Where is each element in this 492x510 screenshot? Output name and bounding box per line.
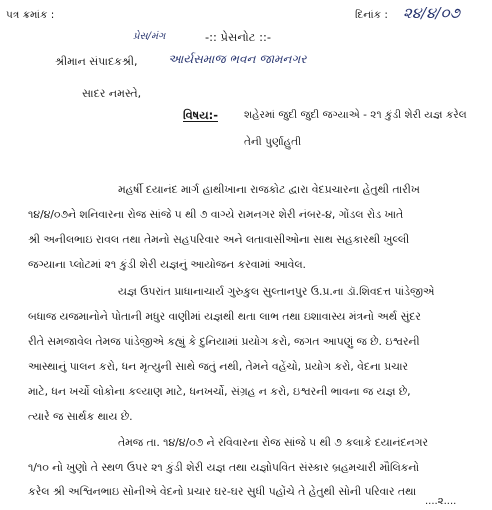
body-line: માટે, ધન ખર્ચો લોકોના કલ્યાણ માટે, ધનખર્ચો, સંગ્રહ ન કરો, ઇશ્વરની ભાવના જ યજ્ઞ છે,: [28, 385, 411, 398]
continuation-marker: ....૨....: [425, 496, 457, 507]
body-line: યજ્ઞ ઉપરાંત પ્રાધાનાચાર્ય ગુરુકુલ સુલ્તાનપુર ઉ.પ્ર.ના ડૉ.શિવદત્ત પાંડેજીએ: [118, 285, 435, 298]
body-line: ત્યારે જ સાર્થક થાય છે.: [28, 410, 133, 423]
body-line: ૧૪/૪/૦૭ને શનિવારના રોજ સાંજે ૫ થી ૭ વાગ્યે રામનગર શેરી નંબર-૪, ગોંડલ રોડ ખાતે: [28, 208, 404, 221]
body-line: જગ્યાના પ્લોટમાં ૨૧ કુંડી શેરી યજ્ઞનું આયોજન કરવામાં આવેલ.: [28, 258, 306, 271]
addressee-label: શ્રીમાન સંપાદકશ્રી,: [55, 55, 138, 68]
press-note-title: -:: પ્રેસનોટ ::-: [205, 30, 272, 44]
subject-line-1: શહેરમાં જુદી જુદી જગ્યાએ - ૨૧ કુંડી શેરી યજ્ઞ કરેલ: [244, 109, 467, 121]
addressee-value: આર્યસમાજ ભવન જામનગર: [168, 52, 307, 66]
body-line: રીતે સમજાવેલ તેમજ પાંડેજીએ કહ્યું કે દુનિયામાં પ્રયોગ કરો, જગત આપણું જ છે. ઇશ્વરની: [28, 335, 420, 348]
body-line: આસ્થાનું પાલન કરો, ધન મૃત્યુની સાથે જતું નથી, તેમને વહેંચો, પ્રયોગ કરો, વેદના પ્રચાર: [28, 360, 409, 373]
body-line: શ્રી અનીલભાઇ રાવલ તથા તેમનો સહપરિવાર અને લતાવાસીઓના સાથ સહકારથી ખુલ્લી: [28, 233, 410, 246]
body-line: ૧/૧૦ નો ખુણો તે સ્થળ ઉપર ૨૧ કુંડી શેરી યજ્ઞ તથા યજ્ઞોપવિત સંસ્કાર બ્રહમચારી મૌલિકનો: [28, 461, 420, 474]
letter-number-label: પત્ર ક્રમાંક :: [6, 9, 55, 21]
date-label: દિનાંક :: [355, 9, 388, 21]
circulation-note: પ્રેસ/મંગ: [133, 31, 166, 42]
body-line: મહર્ષી દયાનંદ માર્ગ હાથીખાના રાજકોટ દ્વારા વેદપ્રચારના હેતુથી તારીખ: [118, 183, 420, 196]
body-line: બધાજ યજમાનોને પોતાની મધુર વાણીમાં યજ્ઞથી થતા લાભ તથા ઇશાવાસ્ય મંત્રનો અર્થ સુંદર: [28, 310, 421, 323]
subject-line-2: તેની પુર્ણાહુતી: [244, 136, 302, 148]
date-value: ૨૪/૪/૦૭: [403, 4, 460, 22]
greeting: સાદર નમસ્તે,: [82, 87, 142, 100]
body-line: કરેલ શ્રી અશ્વિનભાઇ સોનીએ વેદનો પ્રચાર ઘર-ઘર સુધી પહોંચે તે હેતુથી સોની પરિવાર તથા: [28, 485, 417, 498]
subject-label: વિષય:-: [183, 108, 218, 122]
body-line: તેમજ તા. ૧૪/૪/૦૭ ને રવિવારના રોજ સાંજે ૫ થી ૭ કલાકે દયાનંદનગર: [118, 436, 428, 449]
